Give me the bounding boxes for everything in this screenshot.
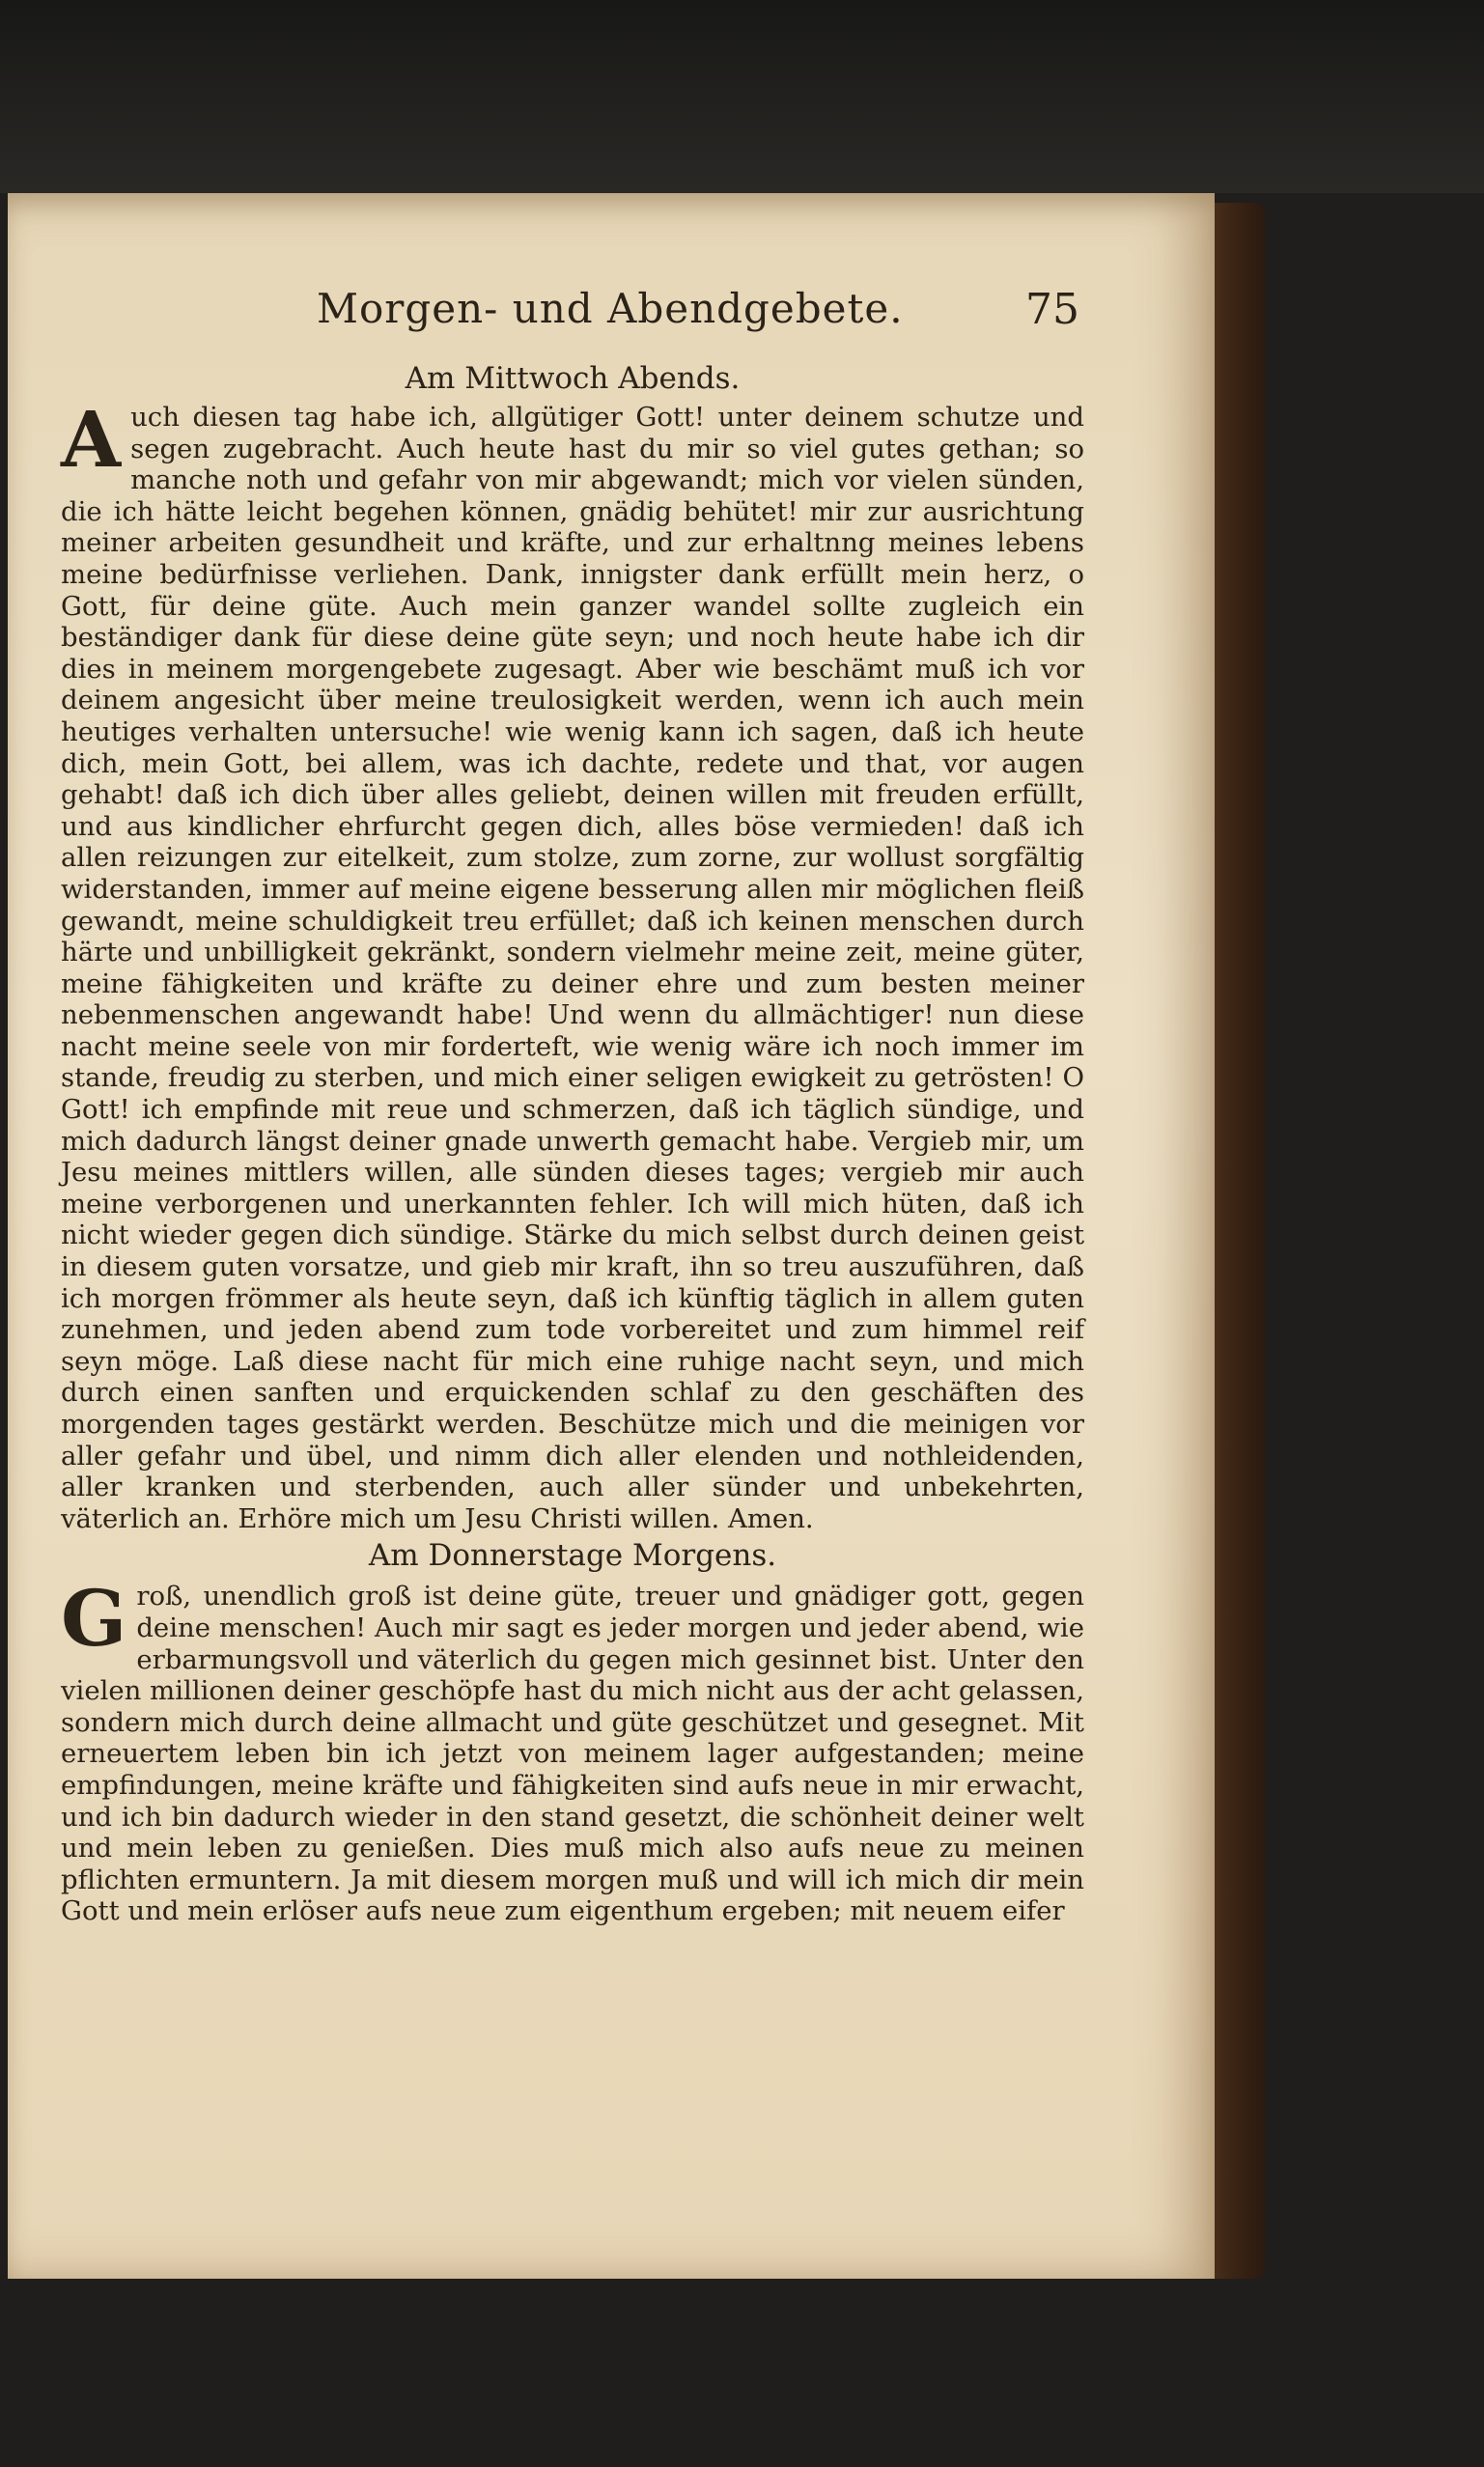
paragraph — [61, 1573, 1084, 1927]
paragraph — [61, 394, 1084, 1534]
paragraph-text: roß, unendlich groß ist deine güte, treuer und gnädiger gott, gegen deine menschen! Auch mir sagt es jeder morgen und jeder abend, wie erbarmungsvoll und väterlich du gegen mich gesinnet bist. Unter den vielen millionen deiner geschöpfe hast du mich nicht aus der acht gelassen, sondern mich durch deine allmacht und güte geschützet und gesegnet. Mit erneuertem leben bin ich jetzt von meinem lager aufgestanden; meine empfindungen, meine kräfte und fähigkeiten sind aufs neue in mir erwacht, und ich bin dadurch wieder in den stand gesetzt, die schönheit deiner welt und mein leben zu genießen. Dies muß mich also aufs neue zu meinen pflichten ermuntern. Ja mit diesem morgen muß und will ich mich dir mein Gott und mein erlöser aufs neue zum eigenthum ergeben; mit neuem eifer — [61, 1581, 1084, 1927]
paragraph-text: uch diesen tag habe ich, allgütiger Gott! unter deinem schutze und segen zugebracht. Auch heute hast du mir so viel gutes gethan; so manche noth und gefahr von mir abgewandt; mich vor vielen sünden, die ich hätte leicht begehen können, gnädig behütet! mir zur ausrichtung meiner arbeiten gesundheit und kräfte, und zur erhaltnng meines lebens meine bedürfnisse verliehen. Dank, innigster dank erfüllt mein herz, o Gott, für deine güte. Auch mein ganzer wandel sollte zugleich ein beständiger dank für diese deine güte seyn; und noch heute habe ich dir dies in meinem morgengebete zugesagt. Aber wie beschämt muß ich vor deinem angesicht über meine treulosigkeit werden, wenn ich auch mein heutiges verhalten untersuche! wie wenig kann ich sagen, daß ich heute dich, mein Gott, bei allem, was ich dachte, redete und that, vor augen gehabt! daß ich dich über alles geliebt, deinen willen mit freuden erfüllt, und aus kindlicher ehrfurcht gegen dich, alles böse vermieden! daß ich allen reizungen zur eitelkeit, zum stolze, zum zorne, zur wollust sorgfältig widerstanden, immer auf meine eigene besserung allen mir möglichen fleiß gewandt, meine schuldigkeit treu erfüllet; daß ich keinen menschen durch härte und unbilligkeit gekränkt, sondern vielmehr meine zeit, meine güter, meine fähigkeiten und kräfte zu deiner ehre und zum besten meiner nebenmenschen angewandt habe! Und wenn du allmächtiger! nun diese nacht meine seele von mir forderteft, wie wenig wäre ich noch immer im stande, freudig zu sterben, und mich einer seligen ewigkeit zu getrösten! O Gott! ich empfinde mit reue und schmerzen, daß ich täglich sündige, und mich dadurch längst deiner gnade unwerth gemacht habe. Vergieb mir, um Jesu meines mittlers willen, alle sünden dieses tages; vergieb mir auch meine verborgenen und unerkannten fehler. Ich will mich hüten, daß ich nicht wieder gegen dich sündige. Stärke du mich selbst durch deinen geist in diesem guten vorsatze, und gieb mir kraft, ihn so treu auszuführen, daß ich morgen frömmer als heute seyn, daß ich künftig täglich in allem guten zunehmen, und jeden abend zum tode vorbereitet und zum himmel reif seyn möge. Laß diese nacht für mich eine ruhige nacht seyn, und mich durch einen sanften und erquickenden schlaf zu den geschäften des morgenden tages gestärkt werden. Beschütze mich und die meinigen vor aller gefahr und übel, und nimm dich aller elenden und nothleidenden, aller kranken und sterbenden, auch aller sünder und unbekehrten, väterlich an. Erhöre mich um Jesu Christi willen. Amen. — [61, 402, 1084, 1534]
body-text — [61, 357, 1084, 1927]
book-page — [8, 193, 1215, 2279]
running-head: Morgen- und Abendgebete. — [317, 285, 904, 332]
section-title: Am Donnerstage Morgens. — [368, 1538, 777, 1574]
page-header — [317, 285, 1079, 343]
background-top — [0, 0, 1484, 193]
page-number: 75 — [1025, 285, 1079, 334]
drop-initial: A — [61, 394, 122, 485]
section-title: Am Mittwoch Abends. — [405, 361, 741, 396]
drop-initial: G — [61, 1573, 127, 1665]
